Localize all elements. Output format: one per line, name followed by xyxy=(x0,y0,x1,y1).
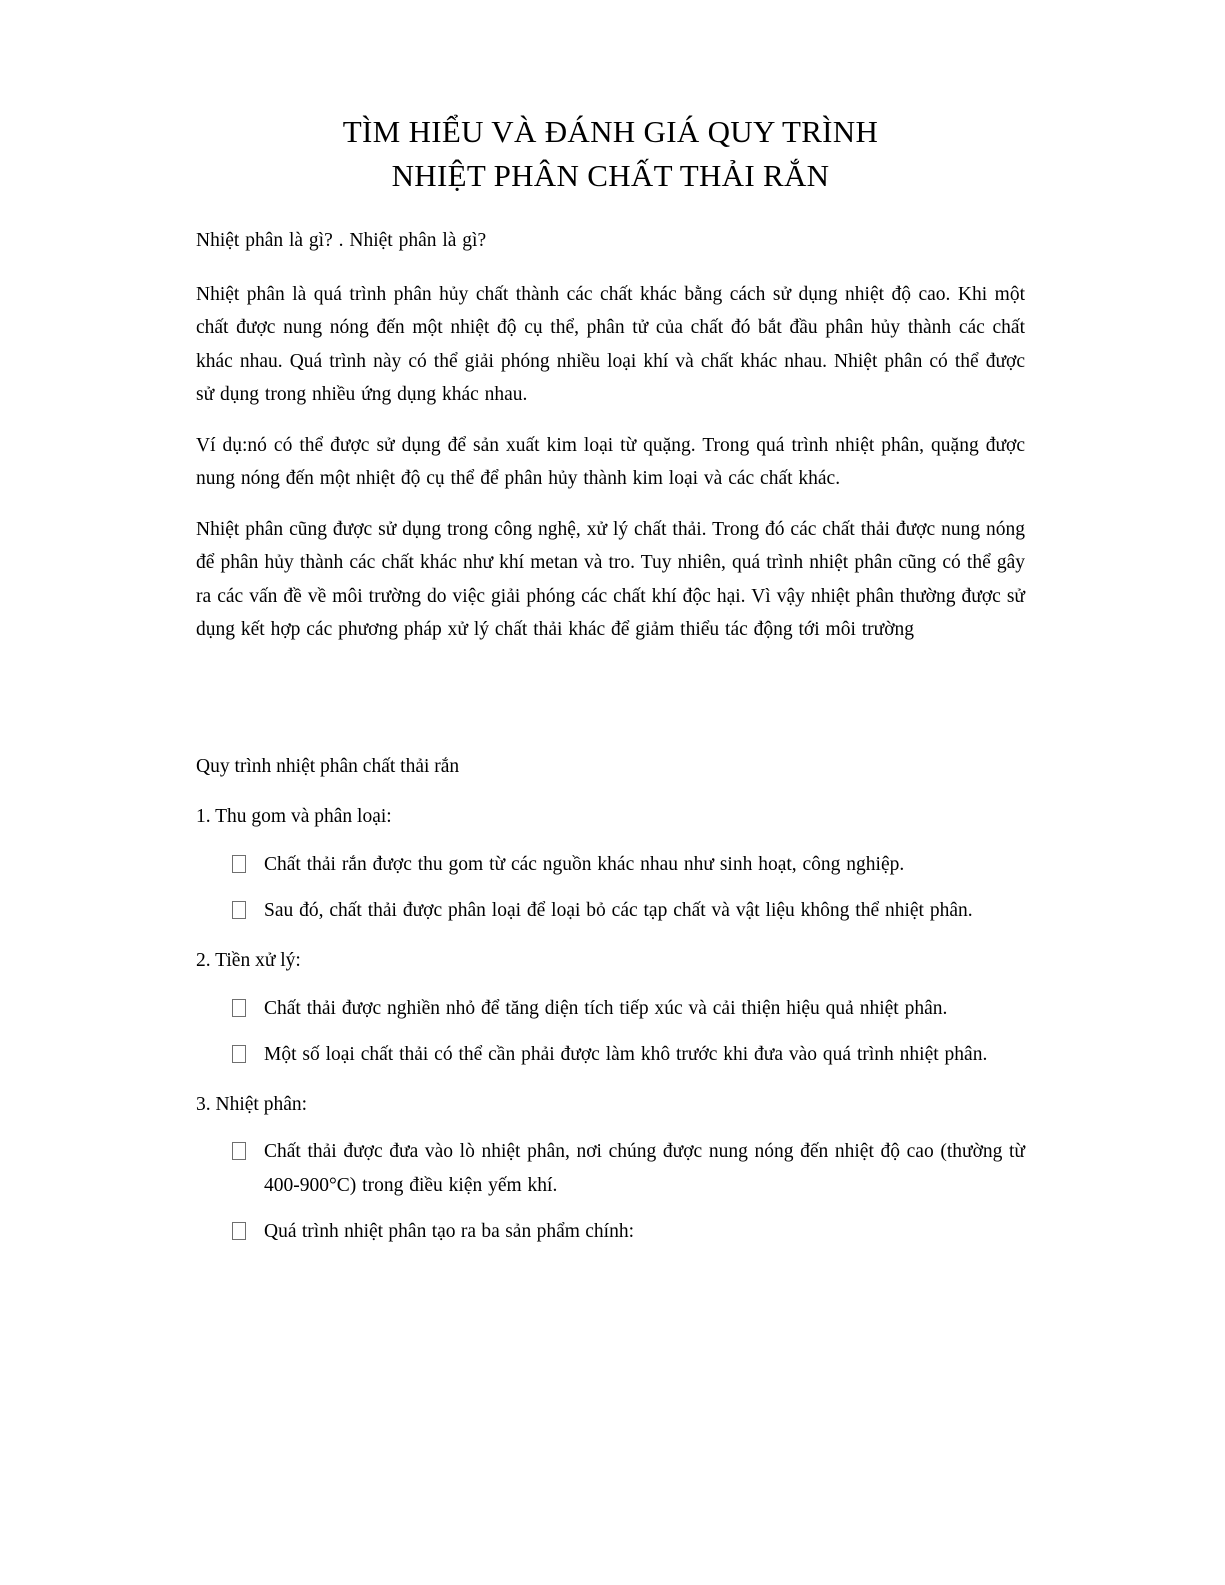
list-item xyxy=(196,1135,1025,1202)
step-1-label: 1. Thu gom và phân loại: xyxy=(196,806,392,828)
bullet-square-icon xyxy=(232,901,246,919)
list-item-text: Chất thải được đưa vào lò nhiệt phân, nơi chúng được nung nóng đến nhiệt độ cao (thường từ 400-900°C) trong điều kiện yếm khí. xyxy=(264,1141,1025,1196)
step-2-bullets xyxy=(196,992,1025,1072)
list-item xyxy=(196,1038,1025,1072)
section-spacer xyxy=(196,664,1025,750)
step-group-2 xyxy=(196,944,1025,1072)
list-item-text: Một số loại chất thải có thể cần phải được làm khô trước khi đưa vào quá trình nhiệt phân. xyxy=(264,1044,988,1066)
list-item xyxy=(196,894,1025,928)
bullet-square-icon xyxy=(232,1142,246,1160)
bullet-square-icon xyxy=(232,1222,246,1240)
list-item-text: Chất thải rắn được thu gom từ các nguồn khác nhau như sinh hoạt, công nghiệp. xyxy=(264,853,905,875)
paragraph-1: Nhiệt phân là quá trình phân hủy chất thành các chất khác bằng cách sử dụng nhiệt độ cao. Khi một chất được nung nóng đến một nhiệt độ cụ thể, phân tử của chất đó bắt đầu phân hủy thành các chất khác nhau. Quá trình này có thể giải phóng nhiều loại khí và chất khác nhau. Nhiệt phân có thể được sử dụng trong nhiều ứng dụng khác nhau. xyxy=(196,283,1025,406)
list-item-text: Sau đó, chất thải được phân loại để loại bỏ các tạp chất và vật liệu không thể nhiệt phân. xyxy=(264,900,973,922)
step-2-label: 2. Tiền xử lý: xyxy=(196,950,301,971)
bullet-square-icon xyxy=(232,1045,246,1063)
intro-question: Nhiệt phân là gì? . Nhiệt phân là gì? xyxy=(196,230,487,252)
page-title xyxy=(196,110,1025,198)
bullet-square-icon xyxy=(232,855,246,873)
step-1-bullets xyxy=(196,848,1025,928)
page-title-line-1: TÌM HIỂU VÀ ĐÁNH GIÁ QUY TRÌNH xyxy=(342,114,879,149)
step-group-3 xyxy=(196,1088,1025,1249)
bullet-square-icon xyxy=(232,999,246,1017)
list-item-text: Quá trình nhiệt phân tạo ra ba sản phẩm chính: xyxy=(264,1221,635,1243)
list-item xyxy=(196,992,1025,1026)
step-group-1 xyxy=(196,800,1025,928)
paragraph-3: Nhiệt phân cũng được sử dụng trong công nghệ, xử lý chất thải. Trong đó các chất thải được nung nóng để phân hủy thành các chất khác như khí metan và tro. Tuy nhiên, quá trình nhiệt phân cũng có thể gây ra các vấn đề về môi trường do việc giải phóng các chất khí độc hại. Vì vậy nhiệt phân thường được sử dụng kết hợp các phương pháp xử lý chất thải khác để giảm thiểu tác động tới môi trường xyxy=(196,518,1025,641)
section-heading: Quy trình nhiệt phân chất thải rắn xyxy=(196,755,460,777)
list-item xyxy=(196,848,1025,882)
step-3-label: 3. Nhiệt phân: xyxy=(196,1093,308,1115)
paragraph-2: Ví dụ:nó có thể được sử dụng để sản xuất kim loại từ quặng. Trong quá trình nhiệt phân, quặng được nung nóng đến một nhiệt độ cụ thể để phân hủy thành kim loại và các chất khác. xyxy=(196,434,1025,490)
list-item-text: Chất thải được nghiền nhỏ để tăng diện tích tiếp xúc và cải thiện hiệu quả nhiệt phân. xyxy=(264,997,948,1019)
list-item xyxy=(196,1215,1025,1249)
page-title-line-2: NHIỆT PHÂN CHẤT THẢI RẮN xyxy=(391,158,830,194)
step-3-bullets xyxy=(196,1135,1025,1249)
